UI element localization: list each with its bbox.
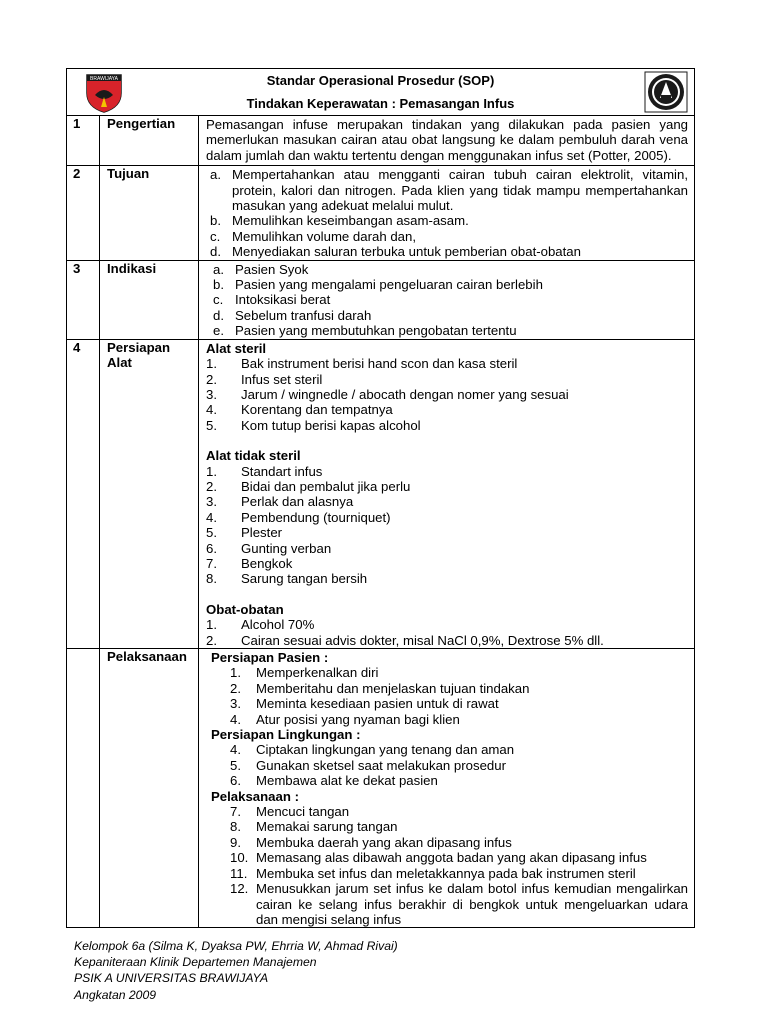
list-item: b. Memulihkan keseimbangan asam-asam. [210, 213, 469, 229]
list-item: 1. Bak instrument berisi hand scon dan kasa steril [206, 356, 518, 372]
row-pelaksanaan [67, 649, 695, 928]
pelaksanaan-list [206, 804, 688, 927]
list-item: 3. Jarum / wingnedle / abocath dengan nomer yang sesuai [206, 386, 569, 402]
indikasi-content [199, 260, 695, 339]
persiapan-content [199, 339, 695, 648]
row-label [100, 339, 199, 648]
alat-steril-list [206, 356, 688, 433]
row-number: 1 [67, 116, 100, 166]
persiapan-pasien-heading: Persiapan Pasien : [211, 650, 329, 665]
list-item: 4. Pembendung (tourniquet) [206, 509, 391, 525]
list-item: a. Pasien Syok [213, 261, 309, 277]
row-number: 2 [67, 166, 100, 260]
obat-obatan-heading: Obat-obatan [206, 601, 284, 617]
row-number [67, 649, 100, 928]
list-item: 9. Membuka daerah yang akan dipasang infus [230, 834, 512, 850]
brawijaya-shield-icon [85, 73, 123, 113]
persiapan-lingkungan-list [206, 742, 688, 788]
list-item: 1. Standart infus [206, 463, 323, 479]
pengertian-text: Pemasangan infuse merupakan tindakan yang dilakukan pada pasien yang memerlukan masukan cairan atau obat langsung ke dalam pembuluh darah vena dalam jumlah dan waktu tertentu dengan menggunakan infus set (Potter, 2005). [199, 116, 695, 166]
list-item: 4. Ciptakan lingkungan yang tenang dan aman [230, 742, 515, 758]
row-label: Tujuan [100, 166, 199, 260]
sop-header-row [67, 69, 695, 116]
list-item: c. Memulihkan volume darah dan, [210, 228, 416, 244]
footer-line: PSIK A UNIVERSITAS BRAWIJAYA [74, 971, 269, 986]
list-item: 3. Meminta kesediaan pasien untuk di rawat [230, 696, 499, 712]
row-label: Indikasi [100, 260, 199, 339]
document-footer [74, 938, 398, 1003]
alat-steril-heading: Alat steril [206, 340, 267, 356]
university-seal-icon [644, 71, 688, 113]
sop-subtitle: Tindakan Keperawatan : Pemasangan Infus [246, 96, 515, 111]
row-label-line: Persiapan [107, 339, 171, 355]
list-item: 8. Memakai sarung tangan [230, 819, 398, 835]
list-item: c. Intoksikasi berat [213, 292, 331, 308]
svg-text:BRAWIJAYA: BRAWIJAYA [90, 76, 118, 82]
list-item: a. Mempertahankan atau mengganti cairan tubuh cairan elektrolit, vitamin, protein, kalori dan nitrogen. Pada klien yang tidak mampu mempertahankan masukan yang adekuat melalui mulut. [210, 167, 688, 214]
footer-line: Kelompok 6a (Silma K, Dyaksa PW, Ehrria W, Ahmad Rivai) [74, 939, 398, 953]
row-pengertian [67, 116, 695, 166]
list-item: 1. Memperkenalkan diri [230, 665, 379, 681]
tujuan-content [199, 166, 695, 260]
footer-line: Kepaniteraan Klinik Departemen Manajemen [74, 955, 317, 970]
list-item: 5. Plester [206, 525, 283, 541]
list-item: 2. Memberitahu dan menjelaskan tujuan tindakan [230, 680, 530, 696]
persiapan-pasien-list [206, 665, 688, 727]
footer-line: Angkatan 2009 [74, 987, 156, 1002]
list-item: 7. Bengkok [206, 555, 293, 571]
row-label-line: Alat [107, 355, 132, 371]
list-item: 11. Membuka set infus dan meletakkannya pada bak instrumen steril [230, 865, 636, 881]
row-number: 4 [67, 339, 100, 648]
list-item: 8. Sarung tangan bersih [206, 571, 368, 587]
row-number: 3 [67, 260, 100, 339]
list-item: d. Menyediakan saluran terbuka untuk pemberian obat-obatan [210, 244, 581, 260]
list-item: 2. Cairan sesuai advis dokter, misal NaCl 0,9%, Dextrose 5% dll. [206, 632, 604, 648]
sop-header [67, 69, 695, 116]
list-item: d. Sebelum tranfusi darah [213, 307, 372, 323]
sop-title: Standar Operasional Prosedur (SOP) [266, 73, 495, 88]
list-item: 4. Atur posisi yang nyaman bagi klien [230, 711, 460, 727]
row-label: Pelaksanaan [100, 649, 199, 928]
list-item: 10. Memasang alas dibawah anggota badan yang akan dipasang infus [230, 850, 647, 866]
row-label: Pengertian [100, 116, 199, 166]
list-item: 3. Perlak dan alasnya [206, 494, 354, 510]
sop-table [66, 68, 695, 928]
alat-tidak-steril-heading: Alat tidak steril [206, 448, 301, 464]
list-item: 5. Gunakan sketsel saat melakukan prosedur [230, 757, 506, 773]
list-item: 5. Kom tutup berisi kapas alcohol [206, 417, 421, 433]
row-tujuan [67, 166, 695, 260]
list-item: 2. Bidai dan pembalut jika perlu [206, 478, 411, 494]
list-item: 7. Mencuci tangan [230, 804, 350, 820]
pelaksanaan-content [199, 649, 695, 928]
list-item: 12. Menusukkan jarum set infus ke dalam botol infus kemudian mengalirkan cairan ke selang infus berakhir di bengkok untuk mengeluarkan udara dan mengisi selang infus [230, 881, 688, 927]
indikasi-list [206, 262, 688, 339]
list-item: e. Pasien yang membutuhkan pengobatan tertentu [213, 323, 517, 339]
row-indikasi [67, 260, 695, 339]
alat-tidak-steril-list [206, 464, 688, 587]
list-item: 6. Membawa alat ke dekat pasien [230, 773, 438, 789]
pelaksanaan-heading: Pelaksanaan : [211, 788, 299, 804]
list-item: 1. Alcohol 70% [206, 617, 315, 633]
persiapan-lingkungan-heading: Persiapan Lingkungan : [211, 727, 361, 743]
list-item: 2. Infus set steril [206, 371, 323, 387]
list-item: 4. Korentang dan tempatnya [206, 402, 393, 418]
tujuan-list [206, 167, 688, 259]
list-item: 6. Gunting verban [206, 540, 332, 556]
list-item: b. Pasien yang mengalami pengeluaran cairan berlebih [213, 277, 543, 293]
obat-obatan-list [206, 617, 688, 648]
row-persiapan-alat [67, 339, 695, 648]
